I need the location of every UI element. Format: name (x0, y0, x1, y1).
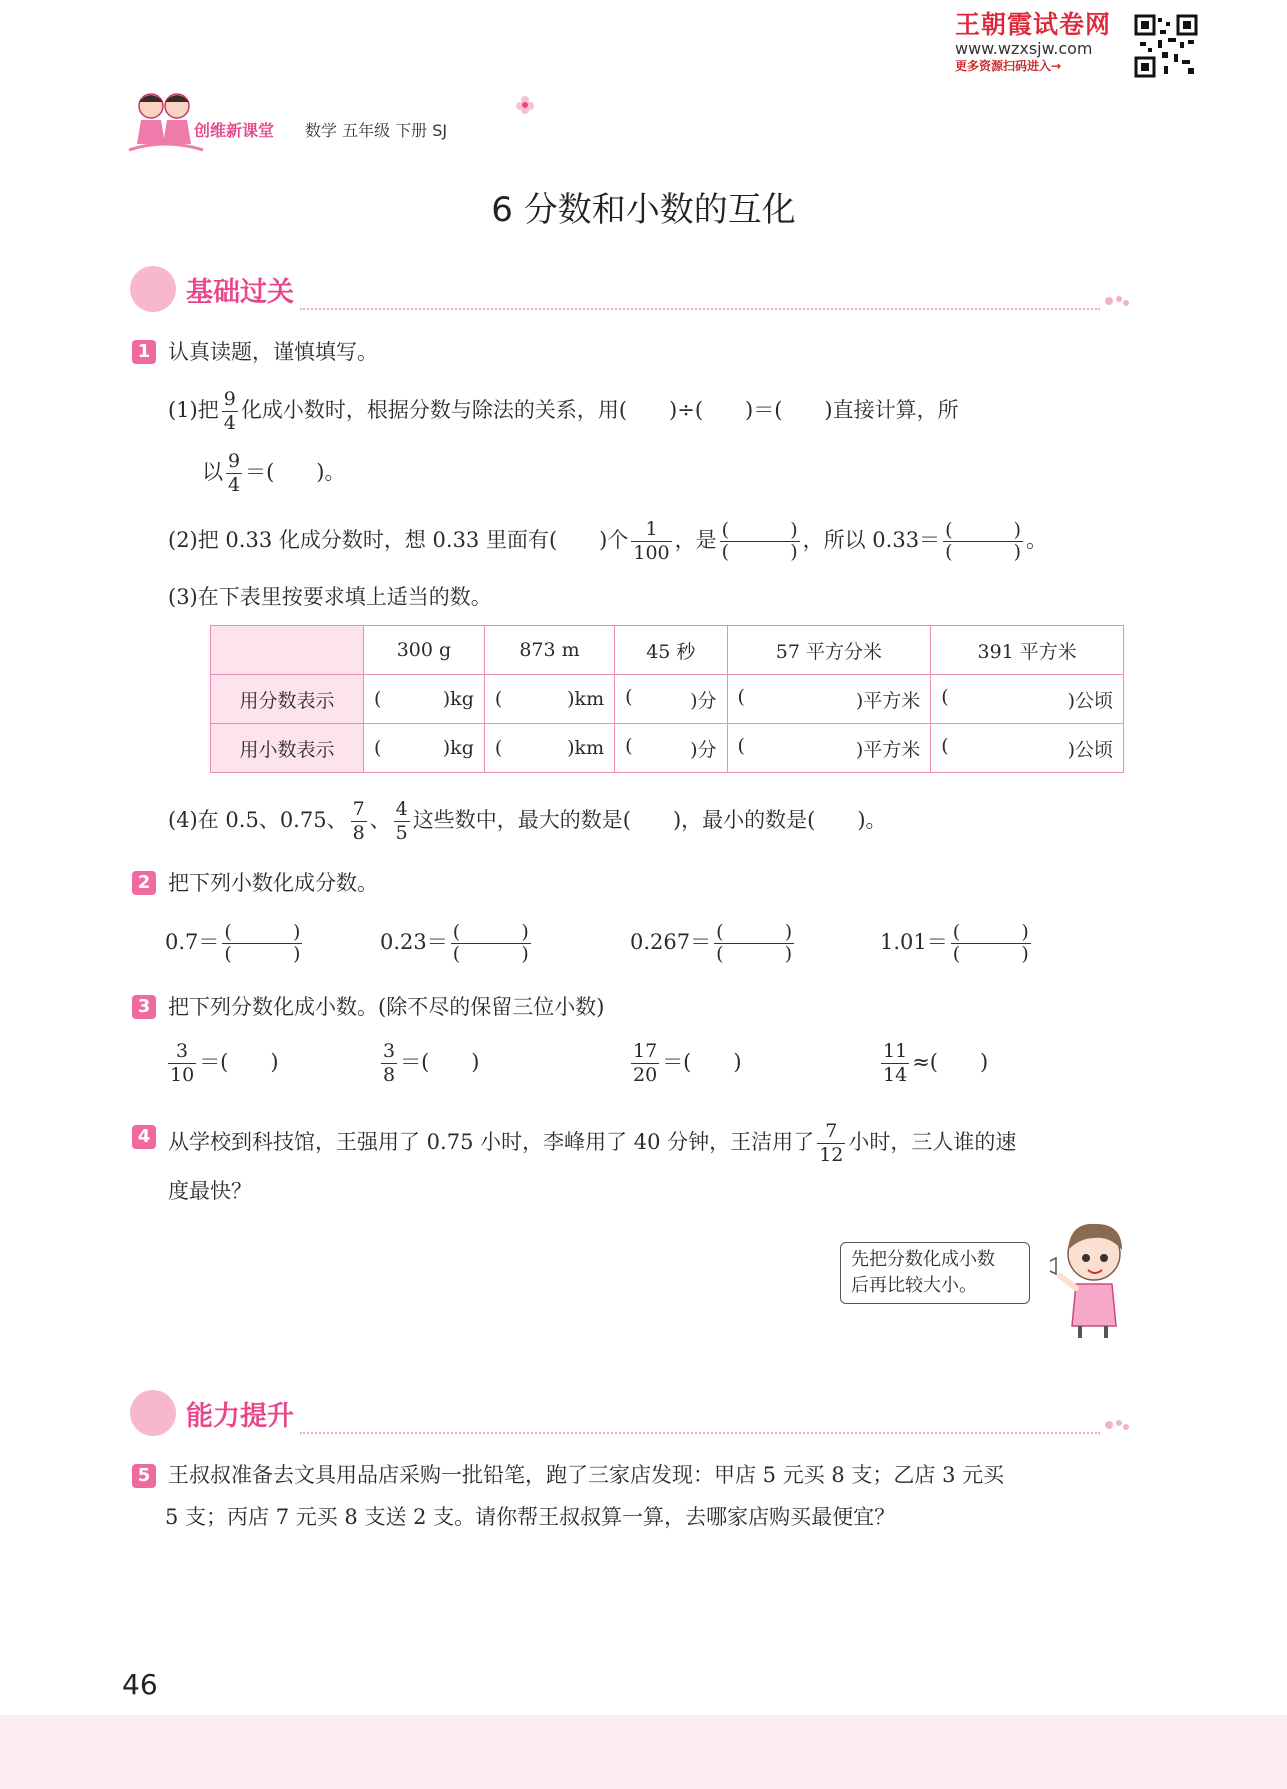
q3-prompt: 把下列分数化成小数。(除不尽的保留三位小数) (168, 995, 605, 1019)
q1-part1-line1 (168, 390, 959, 433)
q5-line2: 5 支；丙店 7 元买 8 支送 2 支。请你帮王叔叔算一算，去哪家店购买最便宜？ (165, 1505, 896, 1529)
q2-item[interactable]: 0.7＝ ( ) ( ) (165, 921, 301, 965)
footer-band (0, 1715, 1287, 1789)
table-blank-cell[interactable]: ( )km (484, 675, 614, 724)
table-header-cell: 57 平方分米 (727, 626, 931, 675)
q1-p1-text-d[interactable]: ＝( )。 (245, 460, 346, 484)
table-blank-cell[interactable]: ( )kg (364, 675, 485, 724)
numerator: 1 (645, 518, 658, 540)
table-header-cell: 45 秒 (615, 626, 727, 675)
fraction (222, 390, 238, 433)
q1-p1-text-b: 化成小数时，根据分数与除法的关系，用( )÷( )＝( )直接计算，所 (240, 398, 959, 422)
numerator: 9 (228, 450, 241, 472)
denominator: 8 (352, 822, 365, 844)
brand-url[interactable]: www.wzxsjw.com (955, 39, 1093, 58)
denominator: 5 (395, 822, 408, 844)
denominator: 4 (228, 474, 241, 496)
series-name: 创维新课堂 (194, 121, 275, 140)
q2-prompt: 把下列小数化成分数。 (168, 871, 378, 895)
q3-item[interactable]: $\frac{3}{10}$ ＝( ) (170, 1040, 279, 1086)
book-meta: 数学 五年级 下册 SJ (305, 121, 448, 140)
fraction (631, 520, 671, 563)
q3-item[interactable]: $\frac{17}{20}$ ＝( ) (633, 1040, 742, 1086)
page-number: 46 (122, 1668, 158, 1701)
table-blank-cell[interactable]: ( )kg (364, 724, 485, 773)
numerator: 7 (352, 798, 365, 820)
boy-mascot-icon (1050, 1214, 1136, 1340)
table-blank-cell[interactable]: ( )公顷 (931, 675, 1124, 724)
q1-part2 (168, 520, 1047, 563)
qr-code-icon[interactable] (1134, 14, 1198, 78)
numerator: 4 (395, 798, 408, 820)
section-advanced-icon (130, 1390, 176, 1436)
fraction (351, 800, 367, 843)
question-number: 4 (132, 1125, 156, 1149)
q1-p2-text-c: ，所以 0.33＝ (802, 528, 941, 552)
q1-p1-text-c: 以 (202, 460, 223, 484)
table-row-label: 用小数表示 (211, 724, 364, 773)
table-blank-cell[interactable]: ( )平方米 (727, 675, 931, 724)
table-blank-cell[interactable]: ( )km (484, 724, 614, 773)
q1-p2-text-b: ，是 (674, 528, 717, 552)
section-divider (300, 308, 1100, 310)
q1-prompt: 认真读题，谨慎填写。 (168, 340, 378, 364)
q4-line2: 度最快？ (168, 1179, 252, 1203)
q2-item[interactable]: 0.267＝ ( ) ( ) (630, 921, 793, 965)
table-row (211, 724, 1124, 773)
q2-item[interactable]: 0.23＝ ( ) ( ) (380, 921, 529, 965)
table-header-cell: 300 g (364, 626, 485, 675)
q4-line1: 从学校到科技馆，王强用了 0.75 小时，李峰用了 40 分钟，王洁用了 $\frac{7}{12}$ 小时，三人谁的速 (168, 1120, 1017, 1166)
hint-line: 后再比较大小。 (851, 1275, 977, 1296)
q3-item[interactable]: $\frac{11}{14}$ ≈( ) (883, 1040, 989, 1086)
table-row-label: 用分数表示 (211, 675, 364, 724)
brand-name: 王朝霞试卷网 (955, 10, 1112, 39)
denominator: 100 (633, 542, 670, 564)
question-number: 2 (132, 871, 156, 895)
decor-dots-icon (1104, 1418, 1130, 1432)
fraction: $\frac{7}{12}$ (819, 1120, 844, 1166)
section-basic-icon (130, 266, 176, 312)
section-divider (300, 1432, 1100, 1434)
lesson-title: 6 分数和小数的互化 (491, 190, 796, 230)
section-advanced-title: 能力提升 (186, 1401, 294, 1432)
table-blank-cell[interactable]: ( )分 (615, 724, 727, 773)
q1-part1-line2 (202, 452, 345, 495)
q1-part4: (4)在 0.5、0.75、 $\frac{7}{8}$ 、 $\frac{4}{5}$ 这些数中，最大的数是( )，最小的数是( )。 (168, 798, 887, 844)
blank-fraction[interactable]: ( ) ( ) (945, 519, 1022, 563)
question-number: 3 (132, 995, 156, 1019)
q1-p2-text-d: 。 (1026, 528, 1048, 552)
q1-p4-text-a: (4)在 0.5、0.75、 (168, 808, 348, 832)
question-number: 5 (132, 1464, 156, 1488)
section-basic-title: 基础过关 (186, 277, 294, 308)
brand-tagline: 更多资源扫码进入→ (955, 59, 1062, 73)
q1-p1-text-a: (1)把 (168, 398, 219, 422)
decor-dots-icon (1104, 294, 1130, 308)
brand-block (955, 10, 1135, 74)
denominator: 4 (223, 412, 236, 434)
fraction (226, 452, 242, 495)
table-corner-cell (211, 626, 364, 675)
table-header-cell: 391 平方米 (931, 626, 1124, 675)
numerator: 9 (223, 388, 236, 410)
hint-bubble (840, 1242, 1030, 1304)
blank-fraction[interactable]: ( ) ( ) (721, 519, 798, 563)
q1-p2-text-a[interactable]: (2)把 0.33 化成分数时，想 0.33 里面有( )个 (168, 528, 629, 552)
table-header-row (211, 626, 1124, 675)
fraction (394, 800, 410, 843)
table-row (211, 675, 1124, 724)
table-blank-cell[interactable]: ( )平方米 (727, 724, 931, 773)
conversion-table (210, 625, 1124, 773)
question-number: 1 (132, 340, 156, 364)
table-blank-cell[interactable]: ( )分 (615, 675, 727, 724)
table-blank-cell[interactable]: ( )公顷 (931, 724, 1124, 773)
q3-item[interactable]: $\frac{3}{8}$ ＝( ) (383, 1040, 480, 1086)
q1-part3: (3)在下表里按要求填上适当的数。 (168, 585, 492, 609)
flower-icon (514, 94, 536, 116)
q1-p4-text-b[interactable]: 这些数中，最大的数是( )，最小的数是( )。 (412, 808, 887, 832)
q2-item[interactable]: 1.01＝ ( ) ( ) (880, 921, 1029, 965)
kids-mascot-icon (125, 88, 205, 156)
q5-line1: 王叔叔准备去文具用品店采购一批铅笔，跑了三家店发现：甲店 5 元买 8 支；乙店 3 元买 (168, 1463, 1005, 1487)
table-header-cell: 873 m (484, 626, 614, 675)
hint-line: 先把分数化成小数 (851, 1249, 995, 1270)
